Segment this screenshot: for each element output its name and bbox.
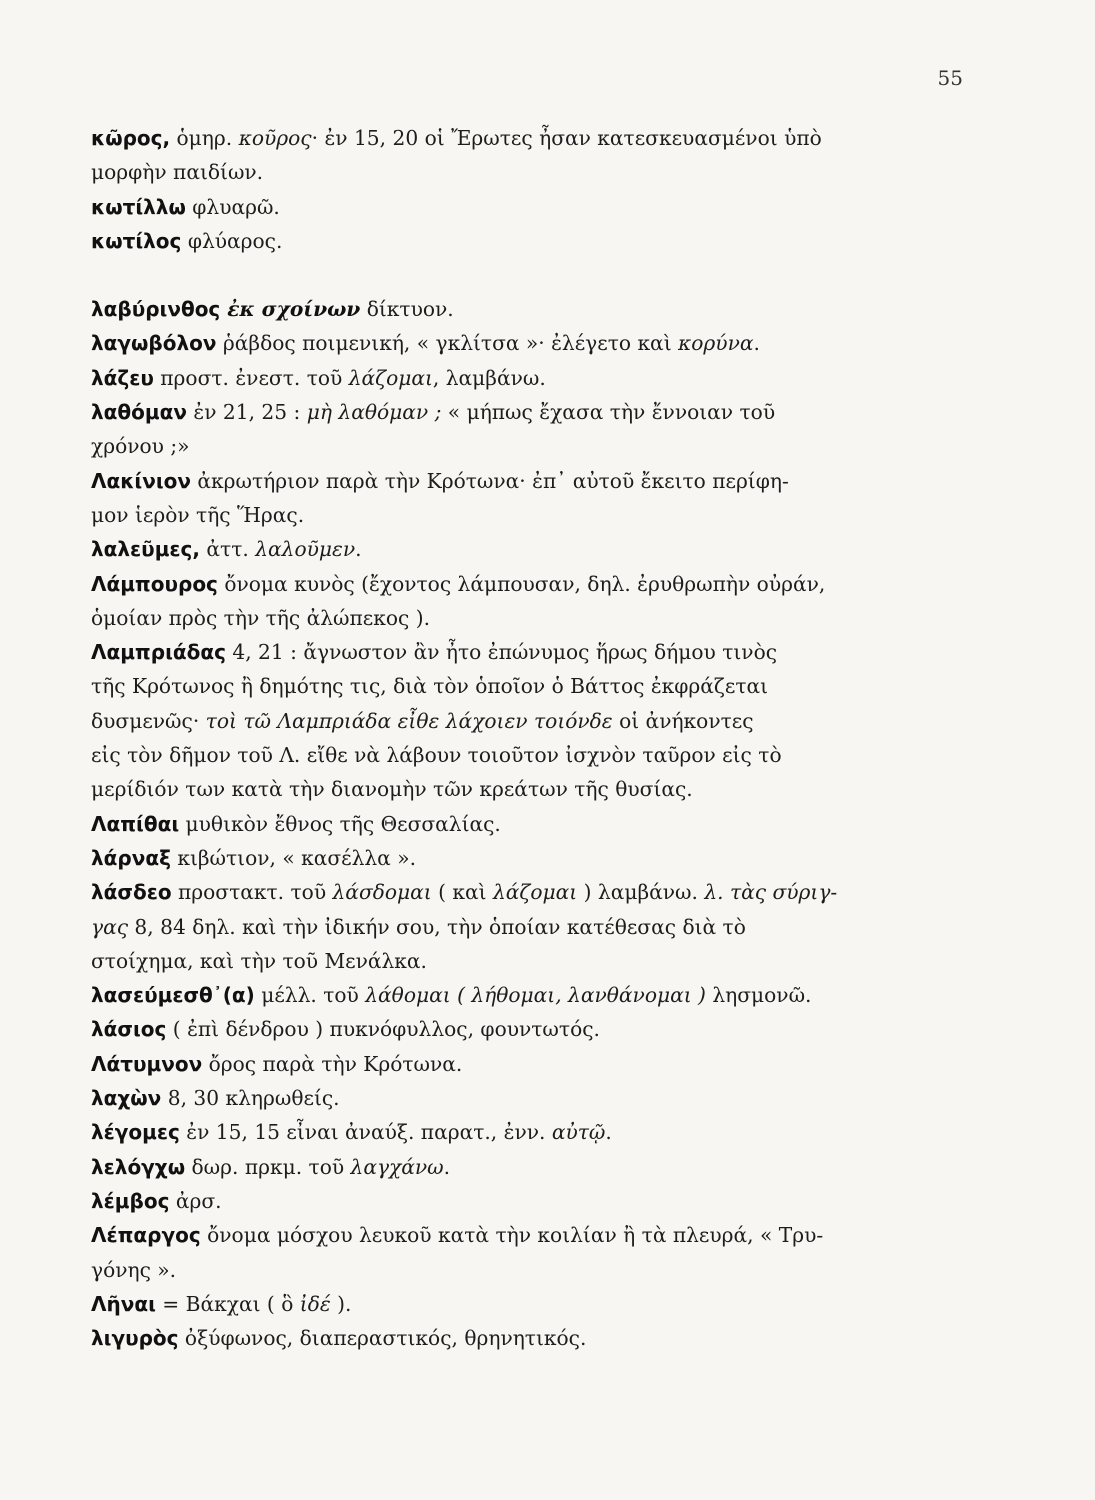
- quotation: τοὶ τῶ Λαμπριάδα εἶθε λάχοιεν τοιόνδε: [205, 708, 613, 733]
- entry-lazeu: [91, 361, 941, 395]
- definition: κιβώτιον, « κασέλλα ».: [170, 845, 416, 870]
- definition-continuation: ὁμοίαν πρὸς τὴν τῆς ἀλώπεκος ).: [91, 605, 431, 630]
- definition: ὀξύφωνος, διαπεραστικός, θρηνητικός.: [178, 1326, 587, 1351]
- headword: λελόγχω: [91, 1154, 186, 1179]
- entry-larnax: [91, 841, 941, 875]
- definition: λάσδομαι: [332, 880, 432, 905]
- definition: = Βάκχαι ( ὃ: [155, 1291, 300, 1316]
- definition: ( ἐπὶ δένδρου ) πυκνόφυλλος, φουντωτός.: [166, 1017, 600, 1042]
- section-gap: [91, 258, 941, 292]
- definition: λάζομαι: [493, 880, 578, 905]
- definition: δυσμενῶς·: [91, 708, 206, 733]
- headword: Λαπίθαι: [91, 811, 180, 836]
- entry-lemvos: [91, 1184, 941, 1218]
- definition: δίκτυον.: [360, 297, 454, 322]
- definition: ( καὶ: [431, 880, 493, 905]
- headword: Λαμπριάδας: [91, 640, 226, 665]
- entry-koros: [91, 121, 941, 190]
- headword: λαχὼν: [91, 1086, 162, 1111]
- headword: Λῆναι: [91, 1291, 156, 1316]
- definition-continuation: μορφὴν παιδίων.: [91, 160, 264, 185]
- definition: κοῦρος: [238, 126, 312, 150]
- definition: οἱ ἀνήκοντες: [612, 708, 754, 733]
- entry-lepargos: [91, 1218, 941, 1287]
- definition: μέλλ. τοῦ: [254, 983, 366, 1008]
- entry-lasios: [91, 1012, 941, 1046]
- definition: ὄνομα μόσχου λευκοῦ κατὰ τὴν κοιλίαν ἢ τὰ πλευρά, « Τρυ-: [200, 1223, 824, 1248]
- definition-continuation: εἰς τὸν δῆμον τοῦ Λ. εἴθε νὰ λάβουν τοιοῦτον ἰσχνὸν ταῦρον εἰς τὸ: [91, 743, 782, 768]
- headword: λαθόμαν: [91, 400, 187, 425]
- entry-lapithai: [91, 807, 941, 841]
- headword: λάζευ: [91, 365, 154, 390]
- definition: ὁμηρ.: [170, 126, 239, 150]
- page-number: 55: [937, 66, 963, 90]
- definition: ) λαμβάνω.: [577, 880, 705, 905]
- definition: λαγχάνω: [350, 1154, 444, 1179]
- headword: λιγυρὸς: [91, 1326, 179, 1351]
- definition: λ. τὰς σύριγ-: [704, 880, 838, 905]
- headword: λάσδεο: [91, 880, 172, 905]
- entry-laleumes: [91, 532, 941, 566]
- definition: « μήπως ἔχασα τὴν ἔννοιαν τοῦ: [441, 400, 776, 425]
- definition-continuation: στοίχημα, καὶ τὴν τοῦ Μενάλκα.: [91, 948, 427, 973]
- headword: λέμβος: [91, 1188, 170, 1213]
- entry-lelogcho: [91, 1150, 941, 1184]
- headword: λαγωβόλον: [91, 331, 217, 356]
- definition: , λαμβάνω.: [432, 365, 546, 390]
- glossary-entries: [91, 121, 941, 1355]
- definition: ἐν 21, 25 :: [186, 400, 307, 425]
- definition: .: [605, 1120, 612, 1145]
- definition: δωρ. πρκμ. τοῦ: [185, 1154, 351, 1179]
- definition-continuation: χρόνου ;»: [91, 434, 190, 459]
- entry-lathoman: [91, 395, 941, 464]
- definition: ῥάβδος ποιμενική, « γκλίτσα »· ἐλέγετο καὶ: [216, 331, 679, 356]
- headword: λάρναξ: [91, 845, 171, 870]
- definition: 8, 30 κληρωθείς.: [161, 1086, 340, 1111]
- definition: · ἐν 15, 20 οἱ Ἔρωτες ἦσαν κατεσκευασμένοι ὑπὸ: [311, 126, 822, 150]
- headword: κωτίλλω: [91, 194, 186, 219]
- entry-lavyrinthos: [91, 292, 941, 326]
- definition: 8, 84 δηλ. καὶ τὴν ἰδικήν σου, τὴν ὁποίαν κατέθεσας διὰ τὸ: [128, 914, 746, 939]
- definition: αὐτῷ: [551, 1120, 606, 1145]
- entry-lakinion: [91, 464, 941, 533]
- definition: ἀττ.: [200, 537, 256, 562]
- definition: λάθομαι ( λήθομαι, λανθάνομαι ): [365, 983, 706, 1008]
- headword: Λάτυμνον: [91, 1051, 203, 1076]
- definition: ὄνομα κυνὸς (ἔχοντος λάμπουσαν, δηλ. ἐρυθρωπὴν οὐράν,: [217, 571, 826, 596]
- definition: ἀκρωτήριον παρὰ τὴν Κρότωνα· ἐπ᾿ αὐτοῦ ἔκειτο περίφη-: [191, 468, 789, 493]
- definition: φλύαρος.: [181, 228, 283, 253]
- definition: 4, 21 : ἄγνωστον ἂν ἦτο ἐπώνυμος ἥρως δήμου τινὸς: [225, 640, 778, 665]
- definition: ὄρος παρὰ τὴν Κρότωνα.: [202, 1051, 463, 1076]
- definition: .: [443, 1154, 451, 1179]
- definition: λάζομαι: [348, 365, 433, 390]
- entry-lachon: [91, 1081, 941, 1115]
- entry-lampriadas: [91, 635, 941, 806]
- headword: λασεύμεσθ᾿(α): [91, 983, 255, 1008]
- entry-laseumesth: [91, 978, 941, 1012]
- headword: Λακίνιον: [91, 468, 191, 493]
- definition: λαλοῦμεν: [255, 537, 356, 562]
- definition: .: [753, 331, 760, 356]
- headword: λαβύρινθος: [91, 297, 228, 322]
- definition: .: [355, 537, 362, 562]
- entry-latymnon: [91, 1047, 941, 1081]
- definition: ἰδέ: [299, 1291, 331, 1316]
- definition: ἀρσ.: [169, 1188, 222, 1213]
- definition-continuation: [91, 704, 941, 738]
- definition-continuation: γόνης ».: [91, 1257, 177, 1282]
- entry-lenai: [91, 1287, 941, 1321]
- definition: λησμονῶ.: [705, 983, 812, 1008]
- entry-lagovolon: [91, 326, 941, 360]
- headword: κῶρος,: [91, 126, 171, 150]
- definition: ).: [330, 1291, 352, 1316]
- definition-continuation: [91, 910, 941, 944]
- entry-lasdeo: [91, 875, 941, 978]
- definition: μὴ λαθόμαν ;: [306, 400, 442, 425]
- entry-kotilos: [91, 224, 941, 258]
- definition: μυθικὸν ἔθνος τῆς Θεσσαλίας.: [179, 811, 501, 836]
- definition-continuation: τῆς Κρότωνος ἢ δημότης τις, διὰ τὸν ὁποῖον ὁ Βάττος ἐκφράζεται: [91, 674, 769, 699]
- headword: λάσιος: [91, 1017, 167, 1042]
- definition: γας: [91, 914, 129, 939]
- entry-lampouros: [91, 567, 941, 636]
- headword: Λέπαργος: [91, 1223, 201, 1248]
- headword: λαλεῦμες,: [91, 537, 200, 562]
- definition: κορύνα: [678, 331, 754, 356]
- definition: προστ. ἐνεστ. τοῦ: [153, 365, 349, 390]
- definition-continuation: μερίδιόν των κατὰ τὴν διανομὴν τῶν κρεάτων τῆς θυσίας.: [91, 777, 693, 802]
- headword: λέγομες: [91, 1120, 180, 1145]
- headword: ἐκ σχοίνων: [227, 297, 361, 322]
- definition: ἐν 15, 15 εἶναι ἀναύξ. παρατ., ἐνν.: [179, 1120, 552, 1145]
- headword: Λάμπουρος: [91, 571, 218, 596]
- entry-kotillo: [91, 190, 941, 224]
- definition: φλυαρῶ.: [185, 194, 280, 219]
- entry-legomes: [91, 1115, 941, 1149]
- definition: προστακτ. τοῦ: [171, 880, 333, 905]
- headword: κωτίλος: [91, 228, 182, 253]
- entry-ligyros: [91, 1321, 941, 1355]
- definition-continuation: μον ἱερὸν τῆς Ἥρας.: [91, 502, 305, 527]
